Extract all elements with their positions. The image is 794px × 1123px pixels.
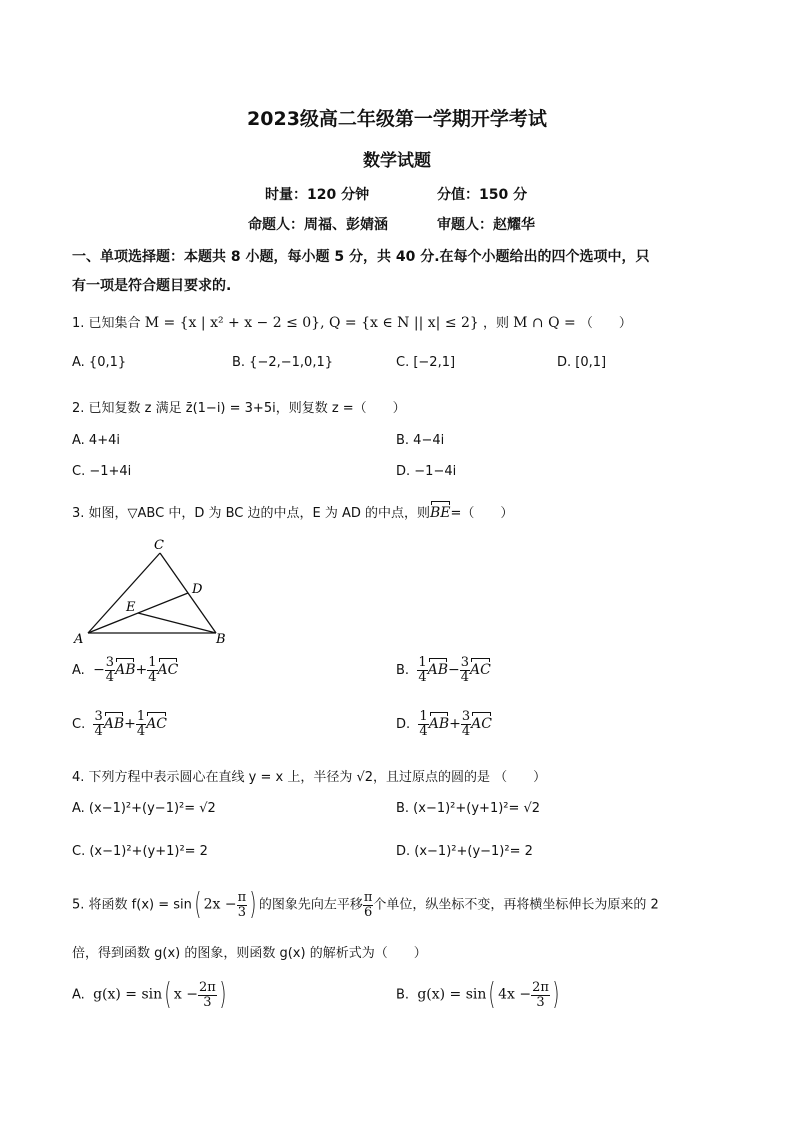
side-ac: [88, 553, 160, 633]
label-e: E: [126, 600, 136, 615]
q2-option-d[interactable]: D. −1−4i: [396, 464, 457, 479]
question-5-stem: 5. 将函数 f(x) = sin( 2x − $\frac{\pi}{3}$ ) 的图象先向左平移 $\frac{\pi}{6}$ 个单位，纵坐标不变，再将横坐标伸长为原来的 2: [72, 887, 659, 922]
section-heading-line2: 有一项是符合题目要求的.: [72, 278, 232, 294]
triangle-figure: [70, 535, 240, 647]
label-d: D: [192, 582, 203, 597]
question-3-stem: 3. 如图，▽ABC 中，D 为 BC 边的中点，E 为 AD 的中点，则BE=（ ）: [72, 505, 514, 521]
time-label: 时量：120 分钟: [265, 187, 370, 203]
label-a: A: [74, 632, 84, 647]
q4-option-c[interactable]: C. (x−1)²+(y+1)²= 2: [72, 844, 208, 859]
q5-option-a[interactable]: A. g(x) = sin( x − $\frac{2\pi}{3}$ ): [72, 977, 227, 1012]
exam-subtitle: 数学试题: [363, 151, 431, 171]
reviewer-label: 审题人：赵耀华: [437, 217, 535, 233]
q4-option-a[interactable]: A. (x−1)²+(y−1)²= √2: [72, 801, 216, 816]
q2-option-a[interactable]: A. 4+4i: [72, 433, 120, 448]
score-label: 分值：150 分: [437, 187, 528, 203]
q1-option-b[interactable]: B. {−2,−1,0,1}: [232, 355, 333, 370]
question-5-stem-line2: 倍，得到函数 g(x) 的图象，则函数 g(x) 的解析式为（ ）: [72, 946, 427, 961]
q2-option-c[interactable]: C. −1+4i: [72, 464, 132, 479]
vector-be: BE: [430, 505, 451, 521]
question-1-stem: 1. 已知集合 M = {x | x² + x − 2 ≤ 0}, Q = {x ∈ N || x| ≤ 2} ，则 M ∩ Q = （ ）: [72, 315, 632, 331]
section-heading-line1: 一、单项选择题：本题共 8 小题，每小题 5 分，共 40 分.在每个小题给出的四个选项中，只: [72, 249, 650, 265]
q1-option-d[interactable]: D. [0,1]: [557, 355, 607, 370]
q4-option-d[interactable]: D. (x−1)²+(y−1)²= 2: [396, 844, 533, 859]
authors-label: 命题人：周福、彭婧涵: [248, 217, 388, 233]
q3-option-c[interactable]: C. $\frac{3}{4}$ AB+ $\frac{1}{4}$ AC: [72, 709, 168, 739]
q4-option-b[interactable]: B. (x−1)²+(y+1)²= √2: [396, 801, 541, 816]
q3-option-d[interactable]: D. $\frac{1}{4}$ AB+ $\frac{3}{4}$ AC: [396, 709, 492, 739]
q2-option-b[interactable]: B. 4−4i: [396, 433, 445, 448]
q3-option-a[interactable]: A. − $\frac{3}{4}$ AB+ $\frac{1}{4}$ AC: [72, 655, 179, 685]
label-c: C: [154, 538, 164, 553]
q1-intersection: M ∩ Q =: [513, 315, 576, 331]
q5-option-b[interactable]: B. g(x) = sin( 4x − $\frac{2\pi}{3}$ ): [396, 977, 560, 1012]
q1-set-expression: M = {x | x² + x − 2 ≤ 0}, Q = {x ∈ N || x| ≤ 2}: [144, 315, 479, 331]
label-b: B: [216, 632, 226, 647]
q1-option-a[interactable]: A. {0,1}: [72, 355, 127, 370]
q1-option-c[interactable]: C. [−2,1]: [396, 355, 456, 370]
exam-title: 2023级高二年级第一学期开学考试: [247, 108, 547, 130]
question-4-stem: 4. 下列方程中表示圆心在直线 y = x 上，半径为 √2，且过原点的圆的是 （ ）: [72, 770, 547, 785]
q3-option-b[interactable]: B. $\frac{1}{4}$ AB− $\frac{3}{4}$ AC: [396, 655, 491, 685]
question-2-stem: 2. 已知复数 z 满足 z̄(1−i) = 3+5i，则复数 z =（ ）: [72, 401, 406, 416]
